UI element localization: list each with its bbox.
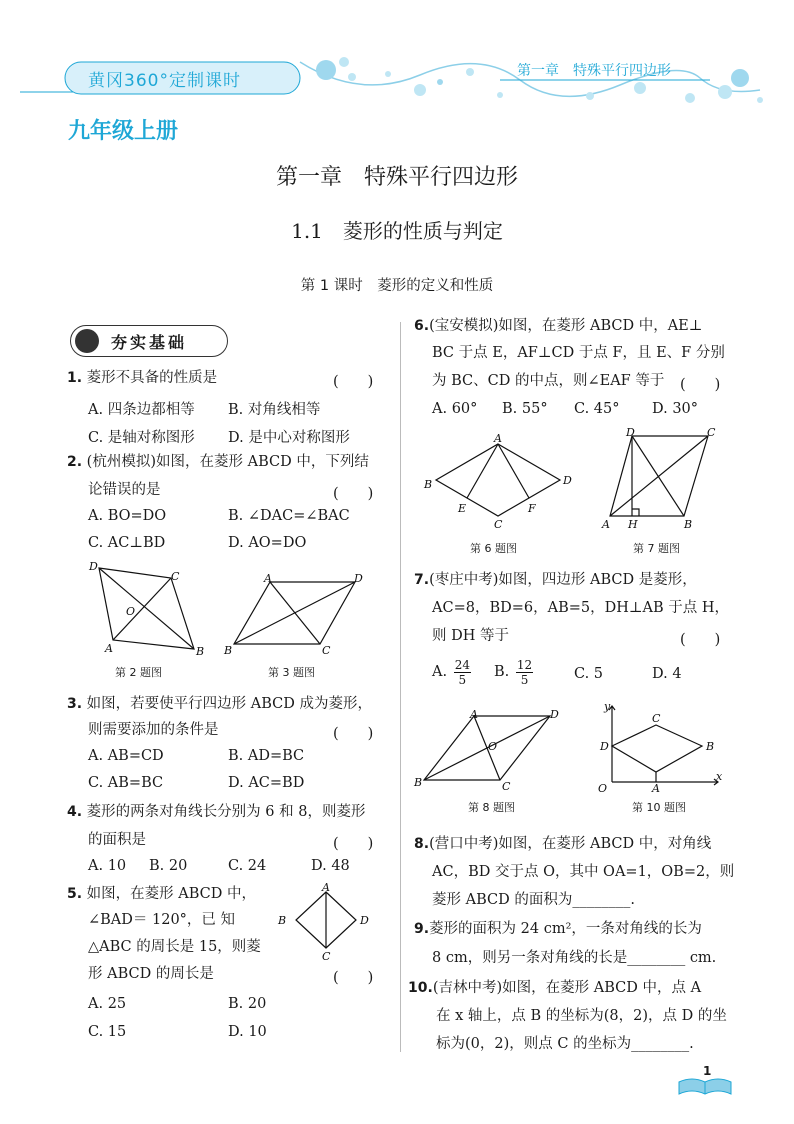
- q6-text-3: 为 BC、CD 的中点，则∠EAF 等于: [432, 373, 665, 389]
- section-badge: [70, 325, 228, 357]
- chapter-title: 第一章 特殊平行四边形: [275, 165, 518, 190]
- q2-option-b[interactable]: B. ∠DAC=∠BAC: [228, 508, 350, 524]
- svg-text:C: C: [322, 644, 331, 657]
- q7-option-b-label: B.: [494, 664, 510, 680]
- q5-text-1: 如图，在菱形 ABCD 中，: [86, 886, 257, 902]
- svg-text:B: B: [196, 645, 205, 658]
- q7-option-b-numerator: 12: [516, 658, 533, 672]
- section-title: 1.1 菱形的性质与判定: [291, 219, 503, 243]
- svg-text:H: H: [628, 518, 638, 531]
- svg-text:B: B: [278, 914, 287, 927]
- svg-text:O: O: [126, 605, 136, 618]
- svg-text:O: O: [488, 740, 498, 753]
- q7-option-a[interactable]: [432, 658, 471, 687]
- q7-option-b[interactable]: [494, 658, 533, 687]
- badge-label: 夯实基础: [111, 333, 188, 352]
- page-number: 1: [703, 1064, 712, 1078]
- q1-option-c[interactable]: C. 是轴对称图形: [88, 430, 195, 446]
- q10-text-1: (吉林中考)如图，在菱形 ABCD 中，点 A: [432, 980, 702, 996]
- q2-option-a[interactable]: A. BO=DO: [88, 508, 167, 524]
- q3-number: 3.: [67, 696, 83, 712]
- svg-text:D: D: [563, 474, 572, 487]
- q5-option-a[interactable]: A. 25: [88, 996, 127, 1012]
- q2-option-c[interactable]: C. AC⊥BD: [88, 535, 166, 551]
- q6-text-1: (宝安模拟)如图，在菱形 ABCD 中，AE⊥: [429, 318, 703, 334]
- q2-text-2: 论错误的是: [88, 482, 161, 498]
- svg-text:B: B: [224, 644, 233, 657]
- q7-option-a-denominator: 5: [458, 673, 467, 687]
- lesson-title: 第 1 课时 菱形的定义和性质: [300, 278, 494, 294]
- q5-option-d[interactable]: D. 10: [228, 1024, 267, 1040]
- q5-text-2: ∠BAD＝ 120°，已 知: [88, 912, 236, 928]
- figure-6-caption: 第 6 题图: [470, 542, 517, 555]
- figure-7-rhombus: [598, 426, 728, 536]
- svg-text:B: B: [684, 518, 693, 531]
- svg-text:D: D: [626, 426, 635, 439]
- q9-text-1: 菱形的面积为 24 cm²，一条对角线的长为: [429, 921, 702, 937]
- svg-text:D: D: [354, 572, 363, 585]
- q1-option-d[interactable]: D. 是中心对称图形: [228, 430, 350, 446]
- q6-number: 6.: [414, 318, 430, 334]
- svg-text:D: D: [550, 708, 559, 721]
- q4-stem: [67, 798, 365, 826]
- q4-option-c[interactable]: C. 24: [228, 858, 267, 874]
- svg-text:C: C: [707, 426, 716, 439]
- svg-text:A: A: [264, 572, 272, 585]
- q6-text-2: BC 于点 E，AF⊥CD 于点 F，且 E、F 分别: [432, 345, 725, 361]
- badge-dot-icon: [75, 329, 99, 353]
- q2-option-d[interactable]: D. AO=DO: [228, 535, 307, 551]
- figure-8-rhombus: [412, 708, 562, 793]
- q4-option-a[interactable]: A. 10: [88, 858, 127, 874]
- q1-answer-paren[interactable]: ( ): [333, 374, 374, 390]
- svg-text:D: D: [600, 740, 609, 753]
- figure-5-rhombus: [276, 882, 376, 962]
- figure-3-caption: 第 3 题图: [268, 666, 315, 679]
- q4-number: 4.: [67, 804, 83, 820]
- q6-option-b[interactable]: B. 55°: [502, 401, 548, 417]
- q5-text-4: 形 ABCD 的周长是: [88, 966, 214, 982]
- svg-text:C: C: [494, 518, 503, 531]
- q7-stem: [414, 566, 697, 594]
- q3-option-d[interactable]: D. AC=BD: [228, 775, 305, 791]
- q8-text-2: AC，BD 交于点 O，其中 OA=1，OB=2，则: [432, 864, 735, 880]
- svg-text:C: C: [171, 570, 180, 583]
- svg-text:A: A: [494, 432, 502, 445]
- q5-stem: [67, 880, 256, 908]
- figure-6-rhombus: [420, 432, 580, 537]
- figure-3-parallelogram: [222, 572, 367, 662]
- q9-text-2[interactable]: 8 cm，则另一条对角线的长是________ cm.: [432, 950, 717, 966]
- svg-text:C: C: [652, 712, 661, 725]
- q7-option-b-denominator: 5: [520, 673, 529, 687]
- q7-option-a-numerator: 24: [454, 658, 470, 672]
- q7-option-b-fraction: [516, 658, 533, 687]
- q3-text-1: 如图，若要使平行四边形 ABCD 成为菱形，: [86, 696, 373, 712]
- svg-text:C: C: [322, 950, 331, 962]
- q4-text-1: 菱形的两条对角线长分别为 6 和 8，则菱形: [86, 804, 366, 820]
- q3-answer-paren[interactable]: ( ): [333, 726, 374, 742]
- svg-text:D: D: [89, 560, 98, 573]
- q2-number: 2.: [67, 454, 83, 470]
- q4-answer-paren[interactable]: ( ): [333, 836, 374, 852]
- header-decoration: [0, 0, 794, 110]
- q9-number: 9.: [414, 921, 430, 937]
- svg-text:y: y: [604, 700, 611, 713]
- q6-option-c[interactable]: C. 45°: [574, 401, 620, 417]
- svg-text:F: F: [528, 502, 536, 515]
- svg-text:O: O: [598, 782, 608, 795]
- grade-label: 九年级上册: [68, 118, 179, 144]
- q7-number: 7.: [414, 572, 430, 588]
- q3-option-c[interactable]: C. AB=BC: [88, 775, 164, 791]
- q10-number: 10.: [408, 980, 433, 996]
- figure-7-caption: 第 7 题图: [633, 542, 680, 555]
- q6-option-a[interactable]: A. 60°: [432, 401, 478, 417]
- figure-10-coordinate-rhombus: [590, 700, 725, 795]
- q10-text-2: 在 x 轴上，点 B 的坐标为(8，2)，点 D 的坐: [436, 1008, 727, 1024]
- q5-text-3: △ABC 的周长是 15，则菱: [88, 939, 261, 955]
- svg-text:A: A: [602, 518, 610, 531]
- q3-option-b[interactable]: B. AD=BC: [228, 748, 305, 764]
- brand-title: 黄冈360°定制课时: [88, 71, 241, 91]
- q10-text-3[interactable]: 标为(0，2)，则点 C 的坐标为________.: [436, 1036, 694, 1052]
- q4-text-2: 的面积是: [88, 832, 146, 848]
- svg-text:A: A: [470, 708, 478, 721]
- q5-number: 5.: [67, 886, 83, 902]
- q1-stem: [67, 364, 217, 392]
- figure-8-caption: 第 8 题图: [468, 801, 515, 814]
- page-header: [0, 0, 794, 144]
- column-divider: [400, 322, 401, 1052]
- q9-stem: [414, 915, 702, 943]
- q5-option-b[interactable]: B. 20: [228, 996, 267, 1012]
- q7-text-2: AC=8，BD=6，AB=5，DH⊥AB 于点 H，: [432, 600, 729, 616]
- svg-text:C: C: [502, 780, 511, 793]
- figure-2-caption: 第 2 题图: [115, 666, 162, 679]
- q2-stem: [67, 448, 369, 476]
- q8-text-1: (营口中考)如图，在菱形 ABCD 中，对角线: [429, 836, 712, 852]
- q7-option-c[interactable]: C. 5: [574, 666, 604, 682]
- svg-text:B: B: [424, 478, 433, 491]
- q4-option-b[interactable]: B. 20: [149, 858, 188, 874]
- q3-option-a[interactable]: A. AB=CD: [88, 748, 164, 764]
- q2-answer-paren[interactable]: ( ): [333, 486, 374, 502]
- svg-text:B: B: [706, 740, 715, 753]
- q6-answer-paren[interactable]: ( ): [680, 377, 721, 393]
- q3-stem: [67, 690, 372, 718]
- svg-text:A: A: [652, 782, 660, 795]
- q6-option-d[interactable]: D. 30°: [652, 401, 699, 417]
- q10-stem: [408, 974, 701, 1002]
- q1-number: 1.: [67, 370, 83, 386]
- q7-answer-paren[interactable]: ( ): [680, 632, 721, 648]
- q8-stem: [414, 830, 711, 858]
- q6-stem: [414, 312, 702, 340]
- q7-option-a-fraction: [454, 658, 471, 687]
- q7-option-d[interactable]: D. 4: [652, 666, 682, 682]
- q8-number: 8.: [414, 836, 430, 852]
- svg-text:D: D: [360, 914, 369, 927]
- svg-text:x: x: [716, 770, 723, 783]
- q7-text-1: (枣庄中考)如图，四边形 ABCD 是菱形，: [429, 572, 697, 588]
- chapter-tag: 第一章 特殊平行四边形: [517, 63, 671, 79]
- q1-option-a[interactable]: A. 四条边都相等: [88, 402, 195, 418]
- q8-text-3[interactable]: 菱形 ABCD 的面积为________.: [432, 892, 635, 908]
- q5-option-c[interactable]: C. 15: [88, 1024, 127, 1040]
- svg-text:A: A: [105, 642, 113, 655]
- svg-text:E: E: [458, 502, 467, 515]
- q1-text: 菱形不具备的性质是: [86, 370, 218, 386]
- figure-10-caption: 第 10 题图: [632, 801, 686, 814]
- q5-answer-paren[interactable]: ( ): [333, 970, 374, 986]
- svg-text:A: A: [322, 882, 330, 894]
- q3-text-2: 则需要添加的条件是: [88, 722, 219, 738]
- q2-text-1: (杭州模拟)如图，在菱形 ABCD 中，下列结: [86, 454, 369, 470]
- q7-option-a-label: A.: [432, 664, 448, 680]
- figure-2-rhombus: [85, 560, 210, 660]
- svg-text:B: B: [414, 776, 423, 789]
- q7-text-3: 则 DH 等于: [432, 628, 509, 644]
- q1-option-b[interactable]: B. 对角线相等: [228, 402, 321, 418]
- q4-option-d[interactable]: D. 48: [311, 858, 350, 874]
